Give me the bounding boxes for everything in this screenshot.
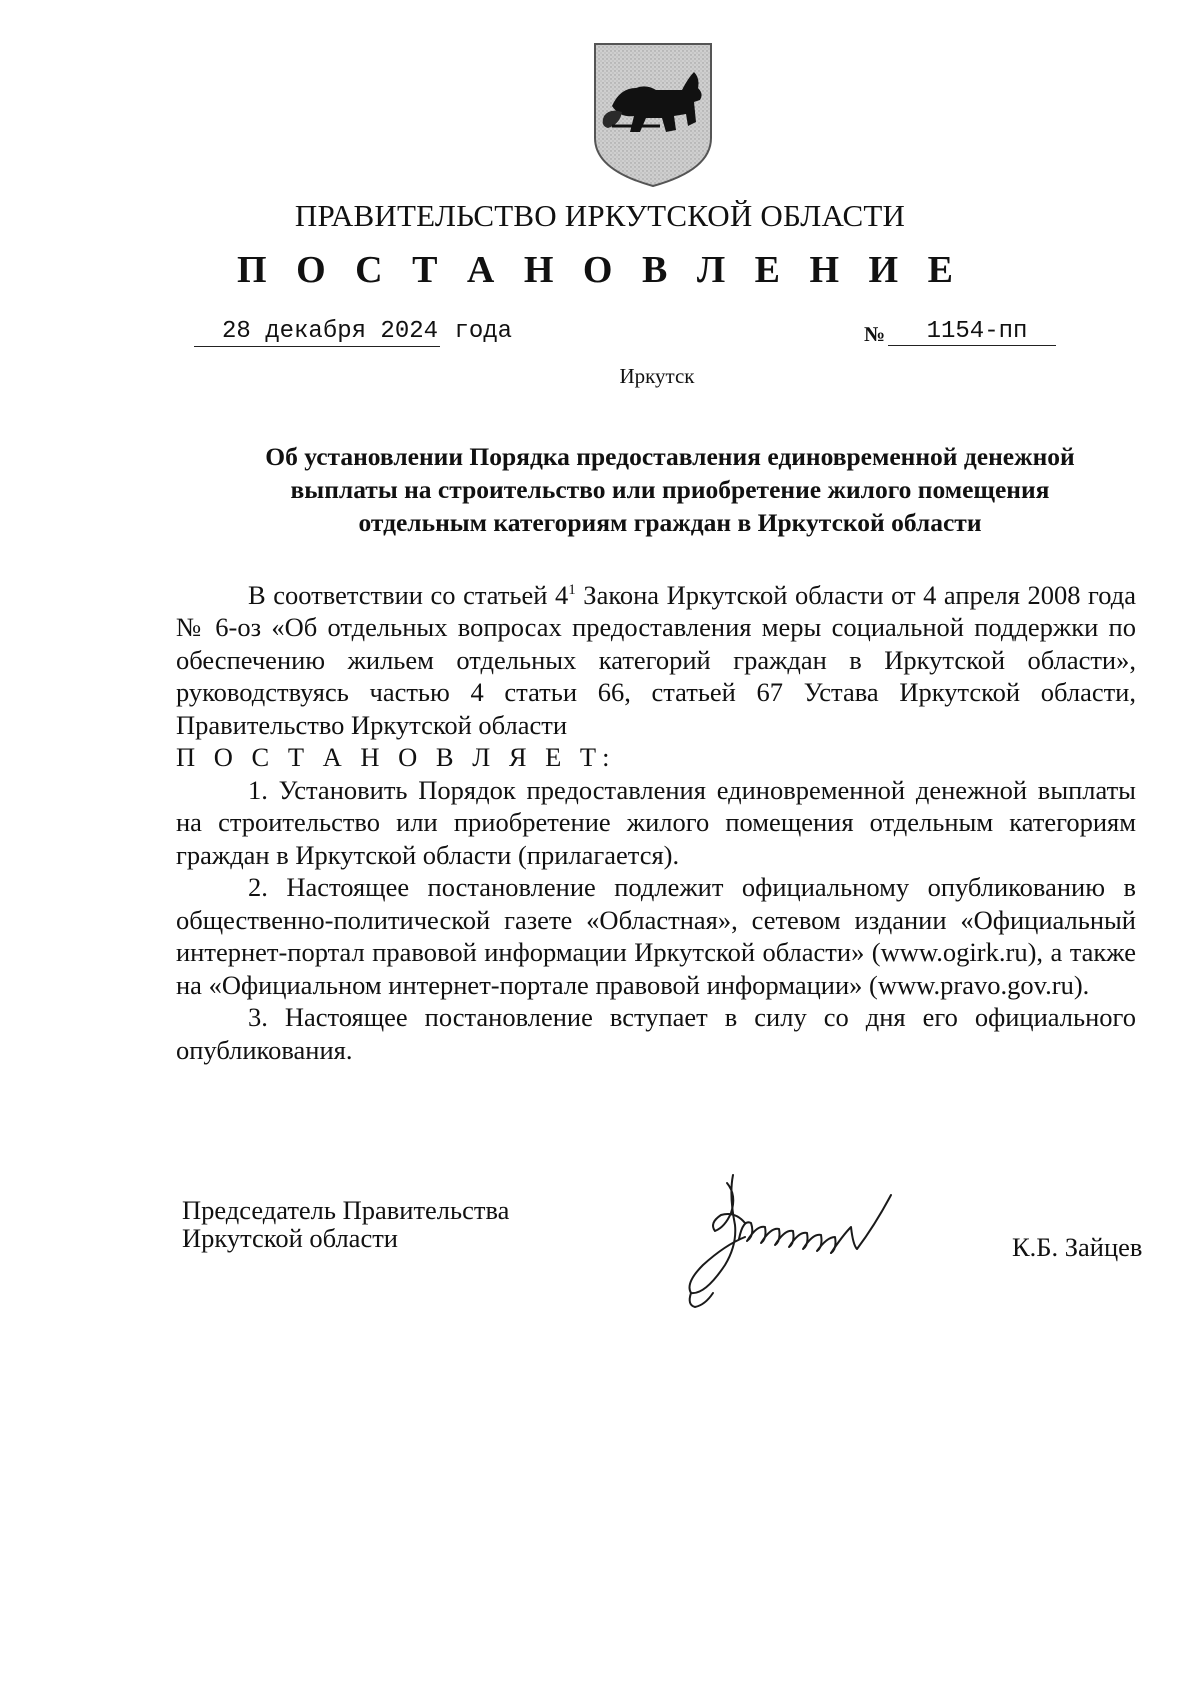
city: Иркутск — [619, 364, 695, 388]
number-sign: № — [864, 322, 886, 346]
coat-of-arms-emblem — [590, 38, 716, 190]
resolution-item: 1. Установить Порядок предоставления единовременной денежной выплаты на строительство или приобретение жилого помещения отдельным категориям граждан в Иркутской области (прилагается). — [176, 774, 1136, 870]
handwritten-signature — [685, 1165, 975, 1315]
preamble-rest: Закона Иркутской области от 4 апреля 2008 года № 6-оз «Об отдельных вопросах предоставления меры социальной поддержки по обеспечению жильем отдельных категорий граждан в Иркутской области», руководствуясь частью 4 статьи 66, статьей 67 Устава Иркутской области, Правительство Иркутской области — [176, 579, 1136, 740]
preamble-start: В соответствии со статьей 4 — [248, 579, 569, 610]
document-date-suffix: года — [454, 318, 513, 345]
resolution-item: 2. Настоящее постановление подлежит официальному опубликованию в общественно-политической газете «Областная», сетевом издании «Официальный интернет-портал правовой информации Иркутской области» (www.ogirk.ru), а также на «Официальном интернет-портале правовой информации» (www.pravo.gov.ru). — [176, 872, 1136, 1000]
subject-line: Об установлении Порядка предоставления единовременной денежной — [265, 442, 1075, 471]
resolves-heading: П О С Т А Н О В Л Я Е Т: — [176, 742, 616, 773]
document-date-line — [222, 318, 512, 347]
signer-title — [182, 1196, 509, 1252]
signer-title-line: Председатель Правительства — [182, 1195, 510, 1225]
subject-line: отдельным категориям граждан в Иркутской области — [358, 508, 982, 537]
preamble-superscript: 1 — [568, 582, 576, 598]
document-subject — [200, 440, 1140, 539]
signer-title-line: Иркутской области — [182, 1223, 398, 1253]
document-date: 28 декабря 2024 — [194, 318, 440, 347]
subject-line: выплаты на строительство или приобретение жилого помещения — [290, 475, 1050, 504]
document-body — [176, 574, 1136, 1066]
signer-name: К.Б. Зайцев — [1012, 1232, 1143, 1262]
document-number: 1154-пп — [888, 318, 1056, 346]
resolution-item: 3. Настоящее постановление вступает в силу со дня его официального опубликования. — [176, 1002, 1136, 1065]
preamble-paragraph — [176, 574, 1136, 741]
document-type-title: П О С Т А Н О В Л Е Н И Е — [237, 249, 963, 291]
government-name: ПРАВИТЕЛЬСТВО ИРКУТСКОЙ ОБЛАСТИ — [294, 198, 906, 233]
